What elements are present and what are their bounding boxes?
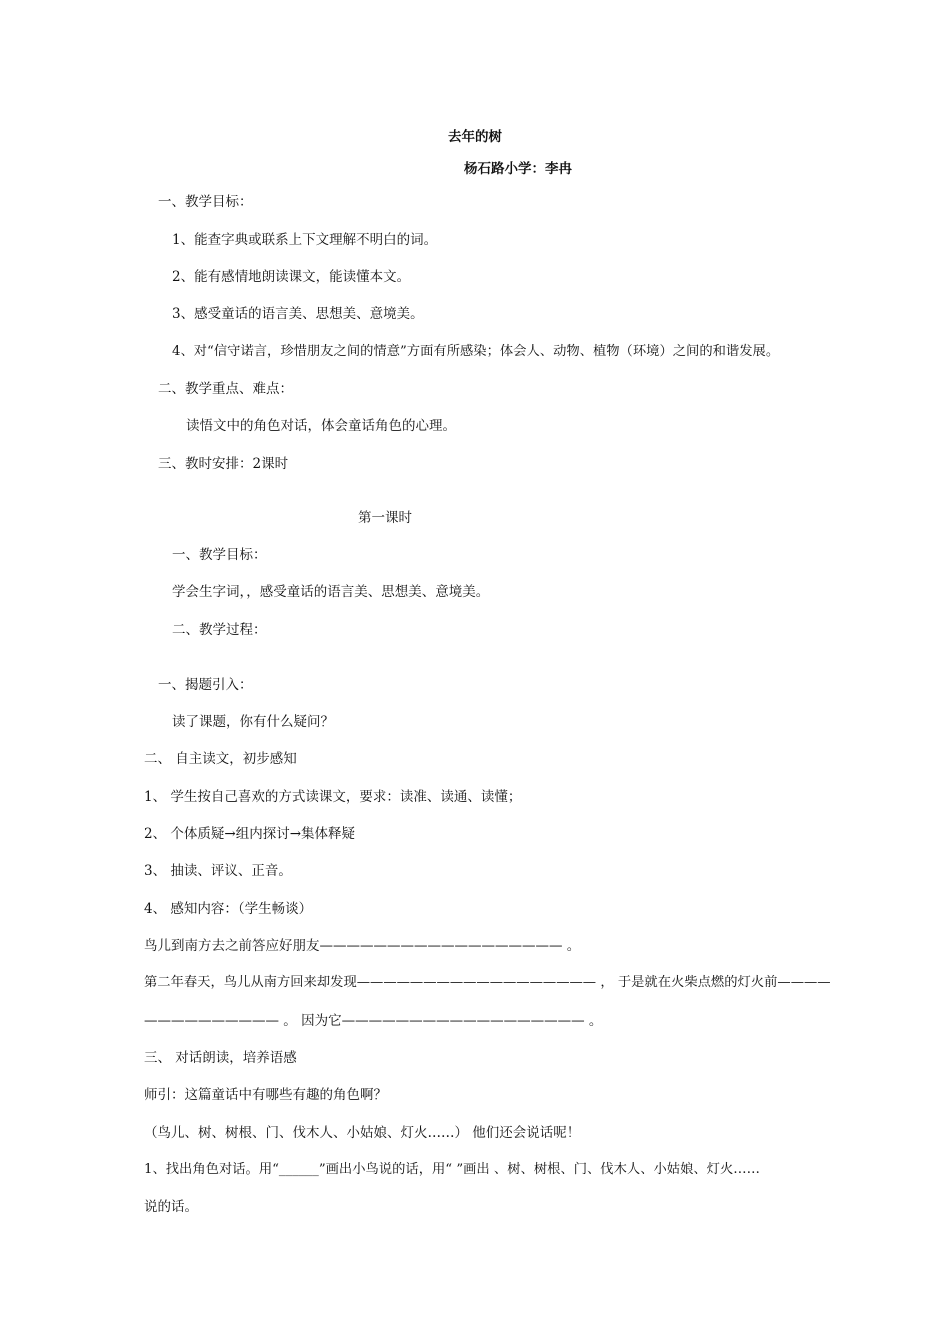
document-title: 去年的树	[448, 129, 502, 145]
paragraph: 师引：这篇童话中有哪些有趣的角色啊？	[144, 1087, 387, 1103]
section-heading: 三、教时安排：2课时	[158, 456, 289, 472]
lesson-heading: 第一课时	[358, 510, 412, 526]
paragraph: 第二年春天，鸟儿从南方回来却发现—————————————————— ， 于是就在火柴点燃的灯火前————	[144, 975, 831, 990]
section-heading: 一、教学目标：	[158, 194, 253, 210]
paragraph: —————————— 。 因为它—————————————————— 。	[144, 1013, 603, 1029]
section-heading: 一、教学目标：	[172, 547, 267, 563]
section-heading: 二、教学过程：	[172, 622, 267, 638]
section-heading: 二、教学重点、难点：	[158, 381, 293, 397]
paragraph: 2、能有感情地朗读课文，能读懂本文。	[172, 269, 411, 285]
paragraph: 4、对“信守诺言，珍惜朋友之间的情意”方面有所感染；体会人、动物、植物（环境）之间的和谐发展。	[172, 344, 780, 359]
list-item: 1、找出角色对话。用“______”画出小鸟说的话，用“ ”画出 、树、树根、门、伐木人、小姑娘、灯火……	[144, 1162, 760, 1177]
section-heading: 二、 自主读文，初步感知	[144, 751, 297, 767]
list-item: 3、 抽读、评议、正音。	[144, 863, 292, 879]
paragraph: 1、能查字典或联系上下文理解不明白的词。	[172, 232, 438, 248]
paragraph: 读了课题，你有什么疑问？	[172, 714, 334, 730]
paragraph: 说的话。	[144, 1199, 198, 1215]
paragraph: 学会生字词，，感受童话的语言美、思想美、意境美。	[172, 584, 490, 600]
document-author: 杨石路小学：李冉	[464, 161, 572, 177]
list-item: 1、 学生按自己喜欢的方式读课文，要求：读准、读通、读懂；	[144, 789, 522, 805]
paragraph: 读悟文中的角色对话，体会童话角色的心理。	[186, 418, 456, 434]
paragraph: 3、感受童话的语言美、思想美、意境美。	[172, 306, 424, 322]
list-item: 4、 感知内容：（学生畅谈）	[144, 901, 313, 917]
section-heading: 一、揭题引入：	[158, 677, 253, 693]
paragraph: 鸟儿到南方去之前答应好朋友—————————————————— 。	[144, 938, 581, 954]
list-item: 2、 个体质疑→组内探讨→集体释疑	[144, 826, 356, 842]
section-heading: 三、 对话朗读，培养语感	[144, 1050, 297, 1066]
paragraph: （鸟儿、树、树根、门、伐木人、小姑娘、灯火……） 他们还会说话呢！	[144, 1125, 581, 1141]
